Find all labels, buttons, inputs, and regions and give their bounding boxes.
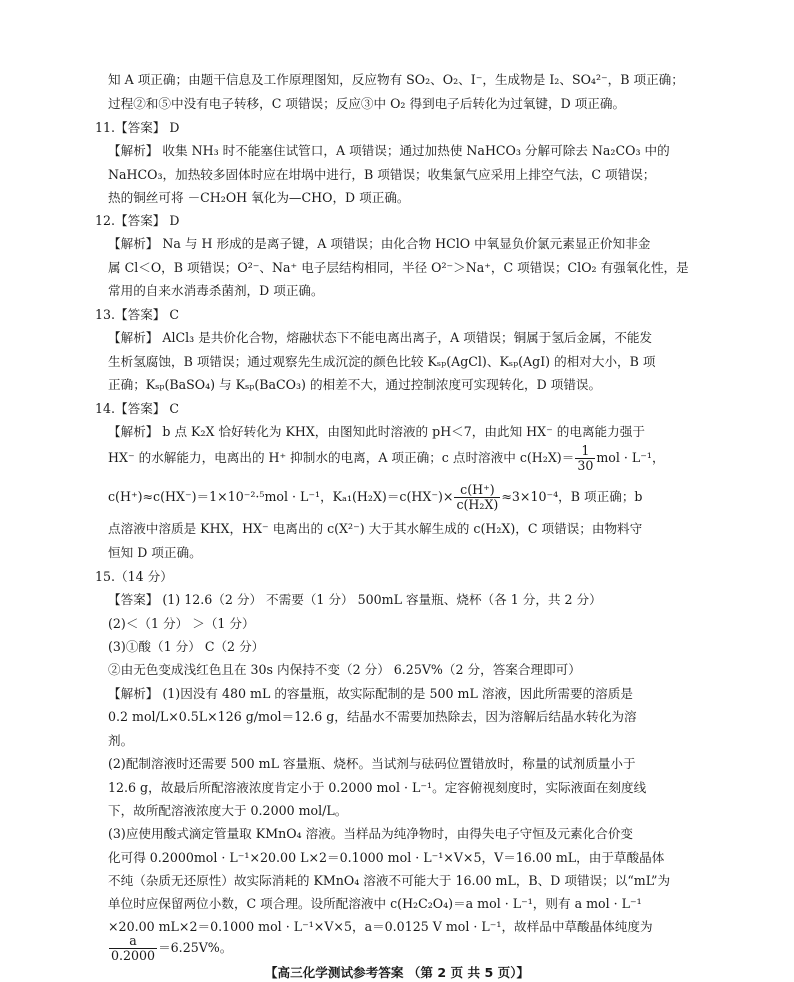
q13-analysis: 【解析】 AlCl₃ 是共价化合物，熔融状态下不能电离出离子，A 项错误；铜属于氢后金属，不能发 <box>108 330 653 345</box>
fraction-numerator: c(H⁺) <box>454 483 500 498</box>
text-line: 过程②和⑤中没有电子转移，C 项错误；反应③中 O₂ 得到电子后转化为过氧键，D 项正确。 <box>108 96 626 111</box>
fraction-denominator: 30 <box>577 458 594 473</box>
q14-line-fraction-1 <box>108 444 698 473</box>
text-line: 不纯（杂质无还原性）故实际消耗的 KMnO₄ 溶液不可能大于 16.00 mL，B、D 项错误；以“mL”为 <box>108 873 671 888</box>
text-line: 常用的自来水消毒杀菌剂，D 项正确。 <box>108 283 324 298</box>
fraction-numerator: a <box>109 934 157 949</box>
fraction-denominator: 0.2000 <box>111 948 156 963</box>
text-line: 下，故所配溶液浓度大于 0.2000 mol/L。 <box>108 803 348 818</box>
text-segment: ＝6.25V%。 <box>158 940 233 955</box>
fraction-denominator: c(H₂X) <box>456 497 499 512</box>
text-line: 单位时应保留两位小数，C 项合理。设所配溶液中 c(H₂C₂O₄)＝a mol · L⁻¹，则有 a mol · L⁻¹ <box>108 896 642 911</box>
text-line: 12.6 g，故最后所配溶液浓度肯定小于 0.2000 mol · L⁻¹。定容俯视刻度时，实际液面在刻度线 <box>108 780 647 795</box>
text-line: (2)配制溶液时还需要 500 mL 容量瓶、烧杯。当试剂与砝码位置错放时，称量的试剂质量小于 <box>108 756 636 771</box>
page-footer: 【高三化学测试参考答案 （第 2 页 共 5 页）】 <box>264 965 530 980</box>
text-line: 生析氢腐蚀，B 项错误；通过观察先生成沉淀的颜色比较 Kₛₚ(AgCl)、Kₛₚ(AgI) 的相对大小，B 项 <box>108 354 656 369</box>
text-line: 化可得 0.2000mol · L⁻¹×20.00 L×2＝0.1000 mol · L⁻¹×V×5，V＝16.00 mL，由于草酸晶体 <box>108 850 665 865</box>
text-segment: HX⁻ 的水解能力，电离出的 H⁺ 抑制水的电离，A 项正确；c 点时溶液中 c(H₂X)＝ <box>108 450 575 465</box>
text-line: 剂。 <box>108 733 134 748</box>
fraction-numerator: 1 <box>575 444 595 459</box>
q15-analysis: 【解析】 (1)因没有 480 mL 的容量瓶，故实际配制的是 500 mL 溶液，因此所需要的溶质是 <box>108 686 633 701</box>
q15-purity-formula <box>108 934 698 963</box>
q14-line-fraction-2 <box>108 483 698 512</box>
q14-analysis: 【解析】 b 点 K₂X 恰好转化为 KHX，由图知此时溶液的 pH＜7，由此知 HX⁻ 的电离能力强于 <box>108 424 645 439</box>
text-line: NaHCO₃，加热较多固体时应在坩埚中进行，B 项错误；收集氯气应采用上排空气法，C 项错误； <box>108 167 656 182</box>
text-segment: c(H⁺)≈c(HX⁻)＝1×10⁻²·⁵mol · L⁻¹，Kₐ₁(H₂X)＝c(HX⁻)× <box>108 489 454 504</box>
text-line: 恒知 D 项正确。 <box>108 545 202 560</box>
text-line: 热的铜丝可将 －CH₂OH 氧化为—CHO，D 项正确。 <box>108 190 410 205</box>
fraction <box>109 934 157 963</box>
text-line: 点溶液中溶质是 KHX，HX⁻ 电离出的 c(X²⁻) 大于其水解生成的 c(H₂X)，C 项错误；由物料守 <box>108 521 643 536</box>
q15-answer-1: 【答案】 (1) 12.6（2 分） 不需要（1 分） 500mL 容量瓶、烧杯（各 1 分，共 2 分） <box>108 592 602 607</box>
question-13-answer: 13.【答案】 C <box>95 307 180 322</box>
text-segment: ≈3×10⁻⁴，B 项正确；b <box>501 489 643 504</box>
question-14-answer: 14.【答案】 C <box>95 401 180 416</box>
q12-analysis: 【解析】 Na 与 H 形成的是离子键，A 项错误；由化合物 HClO 中氧显负价氯元素显正价知非金 <box>108 236 651 251</box>
question-11-answer: 11.【答案】 D <box>95 120 180 135</box>
text-line: (3)应使用酸式滴定管量取 KMnO₄ 溶液。当样品为纯净物时，由得失电子守恒及元素化合价变 <box>108 826 634 841</box>
text-line: 知 A 项正确；由题干信息及工作原理图知，反应物有 SO₂、O₂、I⁻，生成物是 I₂、SO₄²⁻，B 项正确； <box>108 72 684 87</box>
question-15-title: 15.（14 分） <box>95 569 173 584</box>
q15-answer-4: ②由无色变成浅红色且在 30s 内保持不变（2 分） 6.25V%（2 分，答案合理即可） <box>108 662 581 677</box>
text-line: 正确；Kₛₚ(BaSO₄) 与 Kₛₚ(BaCO₃) 的相差不大，通过控制浓度可实现转化，D 项错误。 <box>108 377 602 392</box>
question-12-answer: 12.【答案】 D <box>95 213 180 228</box>
q15-answer-2: (2)＜（1 分） ＞（1 分） <box>108 616 255 631</box>
text-line: 0.2 mol/L×0.5L×126 g/mol＝12.6 g，结晶水不需要加热除去，因为溶解后结晶水转化为溶 <box>108 709 637 724</box>
q15-answer-3: (3)①酸（1 分） C（2 分） <box>108 639 265 654</box>
text-line: 属 Cl＜O，B 项错误；O²⁻、Na⁺ 电子层结构相同，半径 O²⁻＞Na⁺，C 项错误；ClO₂ 有强氧化性，是 <box>108 260 689 275</box>
fraction <box>575 444 595 473</box>
text-line: ×20.00 mL×2＝0.1000 mol · L⁻¹×V×5，a＝0.0125 V mol · L⁻¹，故样品中草酸晶体纯度为 <box>108 919 653 934</box>
text-segment: mol · L⁻¹， <box>596 450 665 465</box>
fraction <box>454 483 500 512</box>
q11-analysis: 【解析】 收集 NH₃ 时不能塞住试管口，A 项错误；通过加热使 NaHCO₃ 分解可除去 Na₂CO₃ 中的 <box>108 143 670 158</box>
